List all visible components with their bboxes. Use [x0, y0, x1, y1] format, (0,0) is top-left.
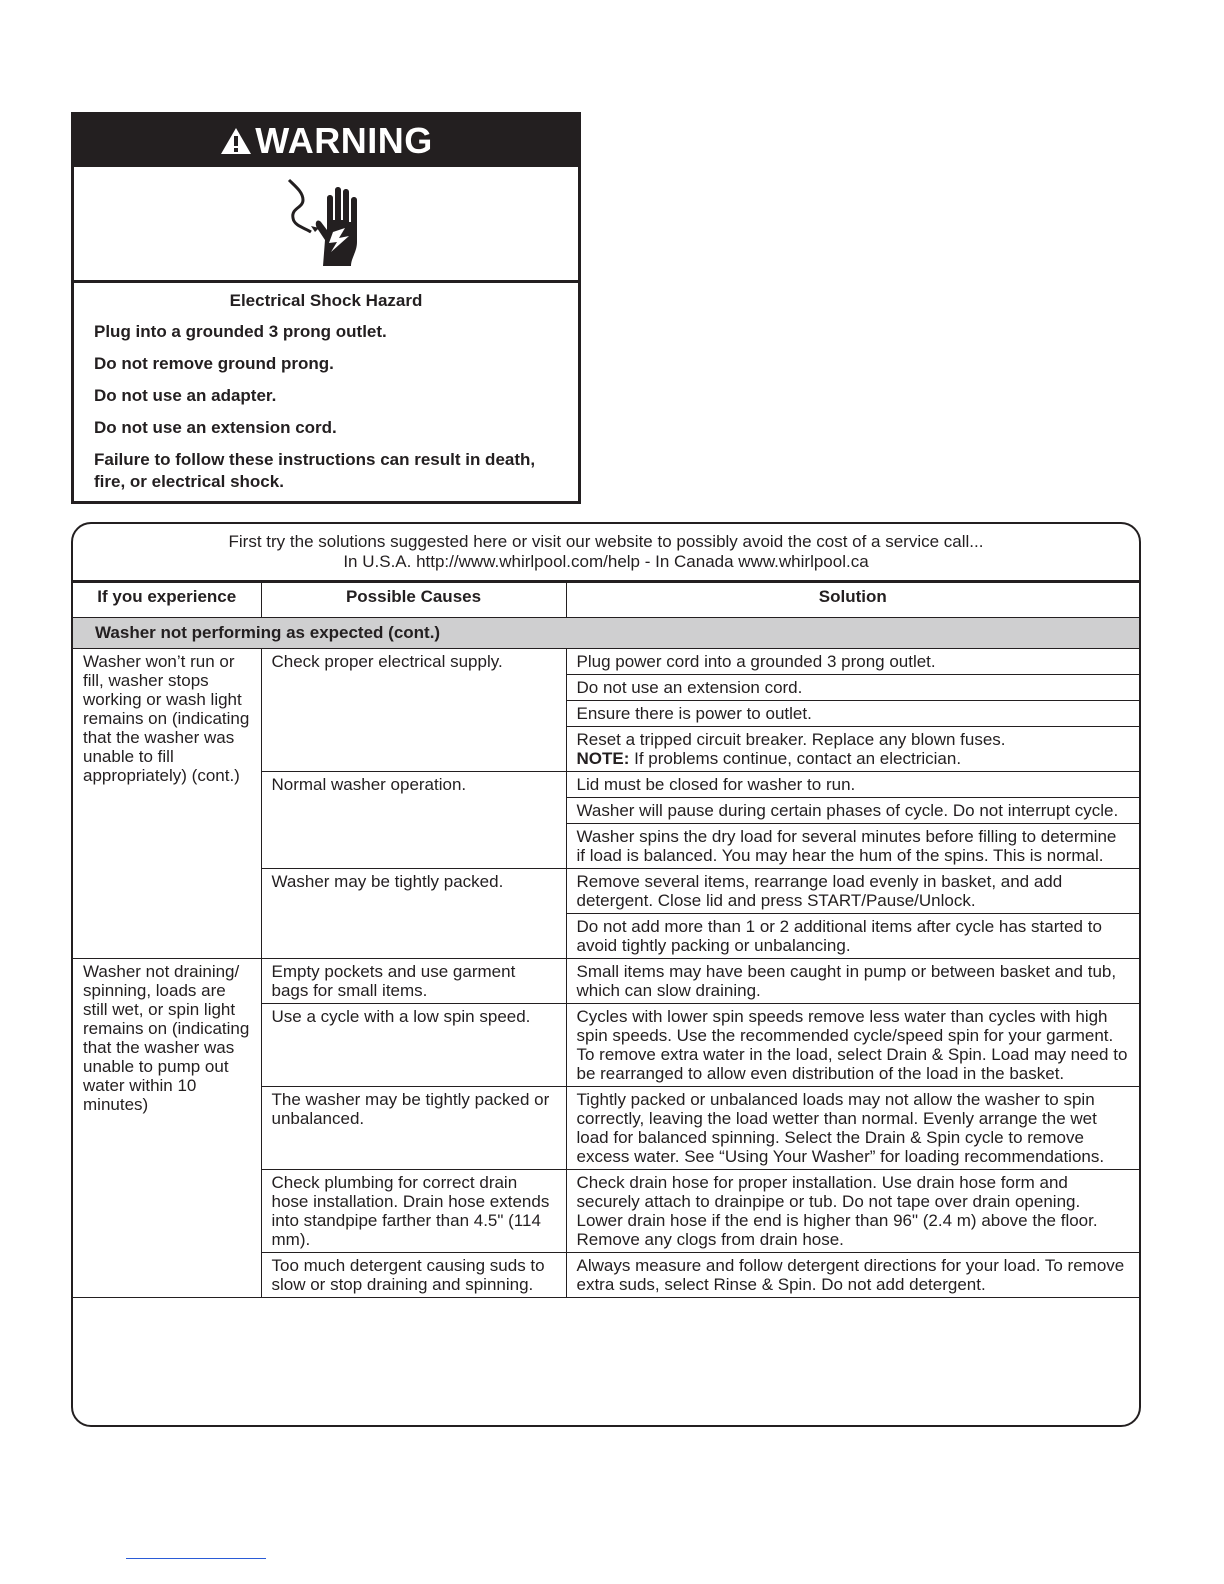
table-row [73, 959, 1139, 1004]
solution-cell: Do not add more than 1 or 2 additional items after cycle has started to avoid tightly packing or unbalancing. [566, 914, 1139, 959]
experience-cell: Washer won’t run or fill, washer stops working or wash light remains on (indicating that the washer was unable to fill appropriately) (cont.) [73, 649, 261, 959]
hazard-title: Electrical Shock Hazard [229, 291, 423, 310]
intro-text [73, 524, 1139, 582]
solution-cell: Cycles with lower spin speeds remove less water than cycles with high spin speeds. Use the recommended cycle/speed spin for your garment. To remove extra water in the load, select Drain & Spin. Load may need to be rearranged to allow even distribution of the load in the basket. [566, 1004, 1139, 1087]
warning-box [71, 112, 581, 504]
warning-header [74, 115, 578, 167]
header-experience: If you experience [73, 583, 261, 618]
cause-cell: Use a cycle with a low spin speed. [261, 1004, 566, 1087]
solution-cell: Ensure there is power to outlet. [566, 701, 1139, 727]
header-solution: Solution [566, 583, 1139, 618]
section-title: Washer not performing as expected (cont.) [73, 618, 1139, 649]
solution-cell: Lid must be closed for washer to run. [566, 772, 1139, 798]
experience-cell: Washer not draining/ spinning, loads are still wet, or spin light remains on (indicating that the washer was unable to pump out water within 10 minutes) [73, 959, 261, 1298]
section-row [73, 618, 1139, 649]
cause-cell: Washer may be tightly packed. [261, 869, 566, 959]
troubleshooting-table [71, 522, 1141, 1427]
cause-cell: The washer may be tightly packed or unbalanced. [261, 1087, 566, 1170]
warning-line: Do not remove ground prong. [94, 354, 334, 373]
solution-cell: Washer spins the dry load for several minutes before filling to determine if load is balanced. You may hear the hum of the spins. This is normal. [566, 824, 1139, 869]
solution-cell: Tightly packed or unbalanced loads may not allow the washer to spin correctly, leaving the load wetter than normal. Evenly arrange the wet load for balanced spinning. Select the Drain & Spin cycle to remove excess water. See “Using Your Washer” for loading recommendations. [566, 1087, 1139, 1170]
warning-line: Plug into a grounded 3 prong outlet. [94, 322, 387, 341]
solution-text: Reset a tripped circuit breaker. Replace any blown fuses. [576, 730, 1006, 749]
cause-cell: Normal washer operation. [261, 772, 566, 869]
cause-cell: Check plumbing for correct drain hose installation. Drain hose extends into standpipe farther than 4.5" (114 mm). [261, 1170, 566, 1253]
cause-cell: Check proper electrical supply. [261, 649, 566, 772]
warning-line: Failure to follow these instructions can result in death, fire, or electrical shock. [94, 450, 536, 491]
footer-underline [126, 1558, 266, 1559]
warning-line: Do not use an adapter. [94, 386, 277, 405]
electric-shock-hand-icon [281, 176, 371, 272]
header-causes: Possible Causes [261, 583, 566, 618]
warning-title: WARNING [255, 120, 433, 161]
solution-cell: Remove several items, rearrange load evenly in basket, and add detergent. Close lid and press START/Pause/Unlock. [566, 869, 1139, 914]
header-row [73, 583, 1139, 618]
solution-cell: Small items may have been caught in pump or between basket and tub, which can slow draining. [566, 959, 1139, 1004]
warning-body [74, 283, 578, 493]
cause-cell: Empty pockets and use garment bags for small items. [261, 959, 566, 1004]
solution-cell [566, 727, 1139, 772]
warning-line: Do not use an extension cord. [94, 418, 337, 437]
intro-line-1: First try the solutions suggested here or visit our website to possibly avoid the cost of a service call... [228, 532, 984, 551]
note-text: If problems continue, contact an electrician. [629, 749, 962, 768]
solution-cell: Check drain hose for proper installation. Use drain hose form and securely attach to drainpipe or tub. Do not tape over drain opening. Lower drain hose if the end is higher than 96" (2.4 m) above the floor. Remove any clogs from drain hose. [566, 1170, 1139, 1253]
solution-cell: Always measure and follow detergent directions for your load. To remove extra suds, select Rinse & Spin. Do not add detergent. [566, 1253, 1139, 1298]
solution-cell: Washer will pause during certain phases of cycle. Do not interrupt cycle. [566, 798, 1139, 824]
table-row [73, 649, 1139, 675]
cause-cell: Too much detergent causing suds to slow or stop draining and spinning. [261, 1253, 566, 1298]
troubleshooting-grid [73, 582, 1139, 1298]
solution-cell: Plug power cord into a grounded 3 prong outlet. [566, 649, 1139, 675]
warning-triangle-icon [219, 126, 253, 156]
shock-hazard-icon-area [74, 167, 578, 283]
note-label: NOTE: [576, 749, 630, 768]
intro-line-2: In U.S.A. http://www.whirlpool.com/help - In Canada www.whirlpool.ca [343, 552, 869, 571]
solution-cell: Do not use an extension cord. [566, 675, 1139, 701]
